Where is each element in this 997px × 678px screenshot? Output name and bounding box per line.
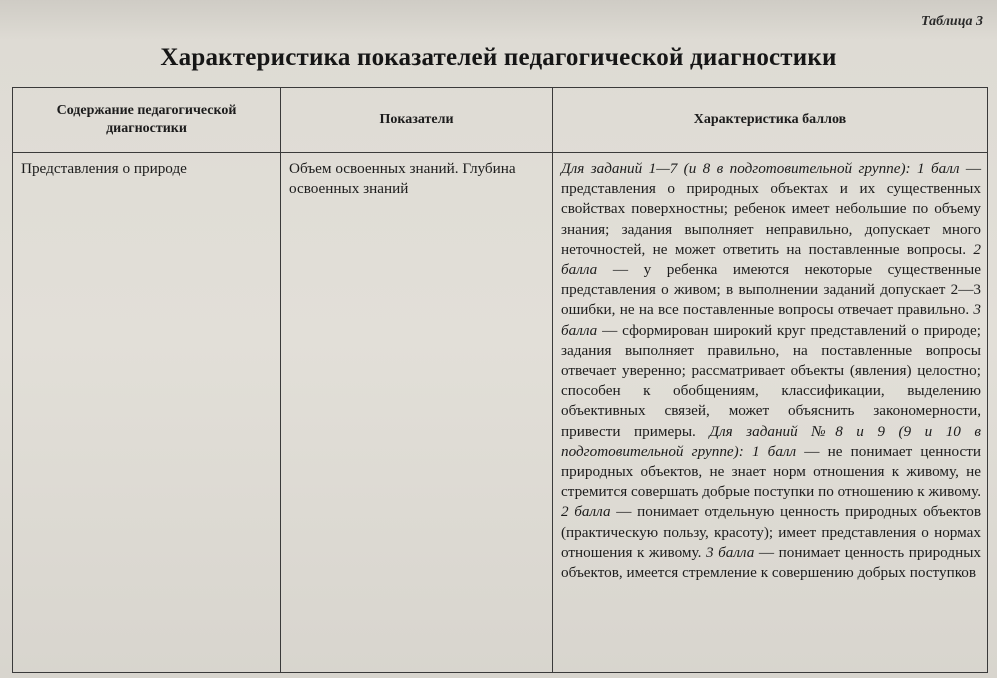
score-2-text: — у ребенка имеются некоторые существенные представления о живом; в выполнении заданий допускает 2—3 ошибки, не на все поставленные вопросы отвечает правильно.: [561, 261, 981, 319]
tasks-1-7-label: Для заданий 1—7 (и 8 в подготовительной группе):: [561, 160, 911, 177]
table-label: Таблица 3: [921, 14, 983, 29]
header-scores: Характеристика баллов: [553, 88, 988, 153]
page-title: Характеристика показателей педагогической диагностики: [160, 44, 837, 71]
score-2-text-b: — понимает отдельную ценность природных объектов (практическую пользу, красоту); имеет представления о нормах отношения к живому.: [561, 503, 981, 561]
header-content: Содержание педагогической диагностики: [13, 88, 281, 153]
header-indicators: Показатели: [281, 88, 553, 153]
score-3-text-b: — понимает ценность природных объектов, имеется стремление к совершению добрых поступков: [561, 543, 981, 582]
table-header-row: [13, 88, 988, 153]
score-3-label: 3 балла: [561, 301, 981, 339]
score-2-label: 2 балла: [561, 240, 981, 279]
score-3-label-b: 3 балла: [705, 543, 755, 561]
score-1-label: 1 балл: [917, 160, 960, 177]
score-2-label-b: 2 балла: [561, 503, 611, 521]
tasks-8-9-label: Для заданий №8 и 9 (9 и 10 в подготовительной группе):: [561, 422, 981, 460]
cell-content: Представления о природе: [13, 153, 281, 673]
cell-scores: [553, 153, 988, 673]
diagnostics-table: [12, 87, 988, 673]
table-row: [13, 153, 988, 673]
score-1-text-b: — не понимает ценности природных объектов, не знает норм отношения к живому, не стремится совершать добрые поступки по отношению к живому.: [561, 442, 981, 501]
cell-indicators: Объем освоенных знаний. Глубина освоенных знаний: [281, 153, 553, 673]
score-1-text: — представления о природных объектах и их существенных свойствах поверхностны; ребенок имеет небольшие по объему знания; задания выполняет неправильно, допускает много неточностей, не может ответить на поставленные вопросы.: [561, 160, 982, 258]
score-3-text: — сформирован широкий круг представлений о природе; задания выполняет правильно, на поставленные вопросы отвечает уверенно; рассматривает объекты (явления) целостно; способен к обобщениям, классификации, выделению объективных связей, может объяснить закономерности, привести примеры.: [561, 321, 981, 440]
score-1-label-b: 1 балл: [751, 442, 797, 460]
